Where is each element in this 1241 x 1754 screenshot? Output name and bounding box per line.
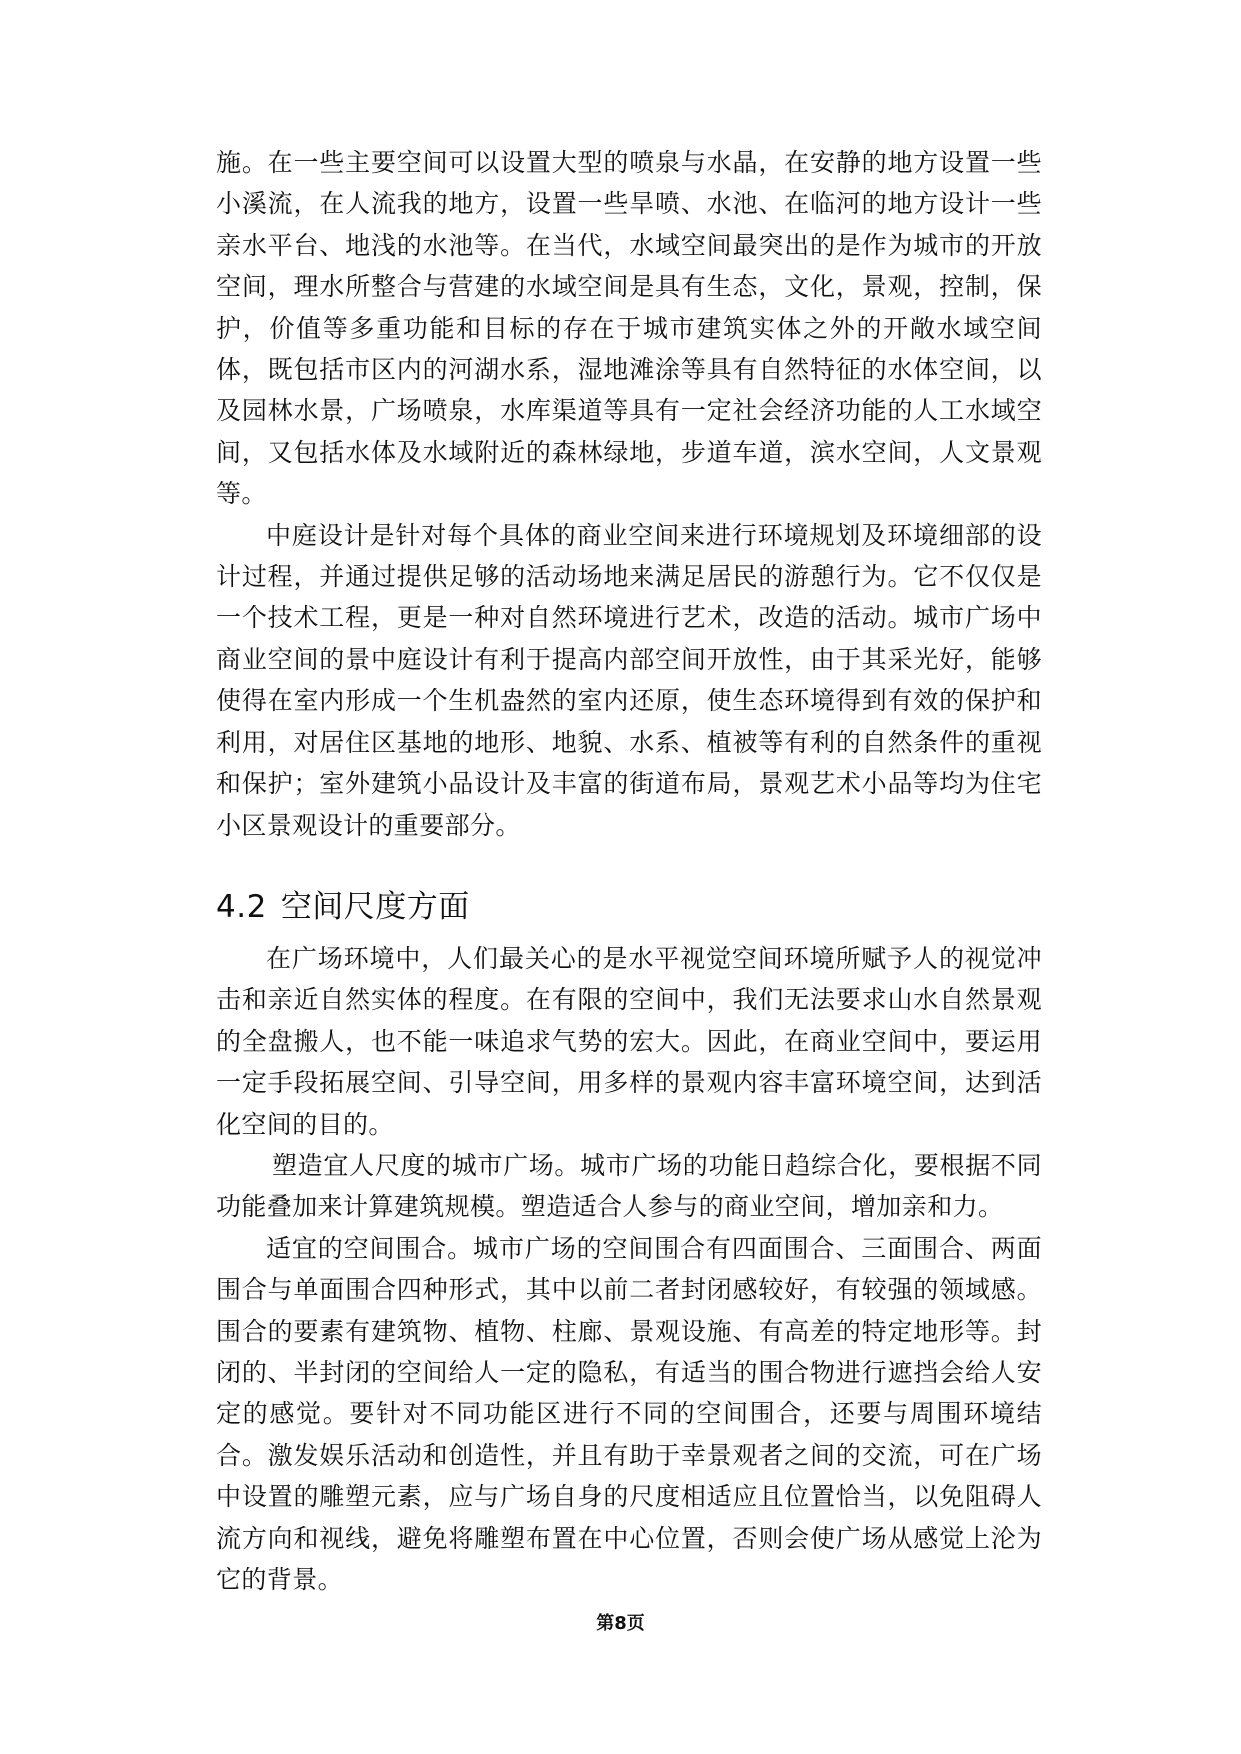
section-heading bbox=[216, 884, 1042, 930]
page-number: 第8页 bbox=[596, 1613, 645, 1634]
section-title: 空间尺度方面 bbox=[280, 888, 470, 925]
paragraph-space-enclosure: 适宜的空间围合。城市广场的空间围合有四面围合、三面围合、两面围合与单面围合四种形式，其中以前二者封闭感较好，有较强的领域感。围合的要素有建筑物、植物、柱廊、景观设施、有高差的特定地形等。封闭的、半封闭的空间给人一定的隐私，有适当的围合物进行遮挡会给人安定的感觉。要针对不同功能区进行不同的空间围合，还要与周围环境结合。激发娱乐活动和创造性，并且有助于幸景观者之间的交流，可在广场中设置的雕塑元素，应与广场自身的尺度相适应且位置恰当，以免阻碍人流方向和视线，避免将雕塑布置在中心位置，否则会使广场从感觉上沦为它的背景。 bbox=[216, 1233, 1042, 1594]
paragraph-human-scale: 塑造宜人尺度的城市广场。城市广场的功能日趋综合化，要根据不同功能叠加来计算建筑规模。塑造适合人参与的商业空间，增加亲和力。 bbox=[216, 1150, 1042, 1222]
paragraph-water-space: 施。在一些主要空间可以设置大型的喷泉与水晶，在安静的地方设置一些小溪流，在人流我的地方，设置一些旱喷、水池、在临河的地方设计一些亲水平台、地浅的水池等。在当代，水域空间最突出的是作为城市的开放空间，理水所整合与营建的水域空间是具有生态，文化，景观，控制，保护，价值等多重功能和目标的存在于城市建筑实体之外的开敞水域空间体，既包括市区内的河湖水系，湿地滩涂等具有自然特征的水体空间，以及园林水景，广场喷泉，水库渠道等具有一定社会经济功能的人工水域空间，又包括水体及水域附近的森林绿地，步道车道，滨水空间，人文景观等。 bbox=[216, 148, 1042, 509]
section-number: 4.2 bbox=[216, 888, 267, 925]
paragraph-plaza-environment: 在广场环境中，人们最关心的是水平视觉空间环境所赋予人的视觉冲击和亲近自然实体的程度。在有限的空间中，我们无法要求山水自然景观的全盘搬人，也不能一味追求气势的宏大。因此，在商业空间中，要运用一定手段拓展空间、引导空间，用多样的景观内容丰富环境空间，达到活化空间的目的。 bbox=[216, 943, 1042, 1139]
paragraph-atrium-design: 中庭设计是针对每个具体的商业空间来进行环境规划及环境细部的设计过程，并通过提供足够的活动场地来满足居民的游憩行为。它不仅仅是一个技术工程，更是一种对自然环境进行艺术，改造的活动。城市广场中商业空间的景中庭设计有利于提高内部空间开放性，由于其采光好，能够使得在室内形成一个生机盎然的室内还原，使生态环境得到有效的保护和利用，对居住区基地的地形、地貌、水系、植被等有利的自然条件的重视和保护；室外建筑小品设计及丰富的街道布局，景观艺术小品等均为住宅小区景观设计的重要部分。 bbox=[216, 520, 1042, 840]
page-content bbox=[216, 142, 1042, 1600]
